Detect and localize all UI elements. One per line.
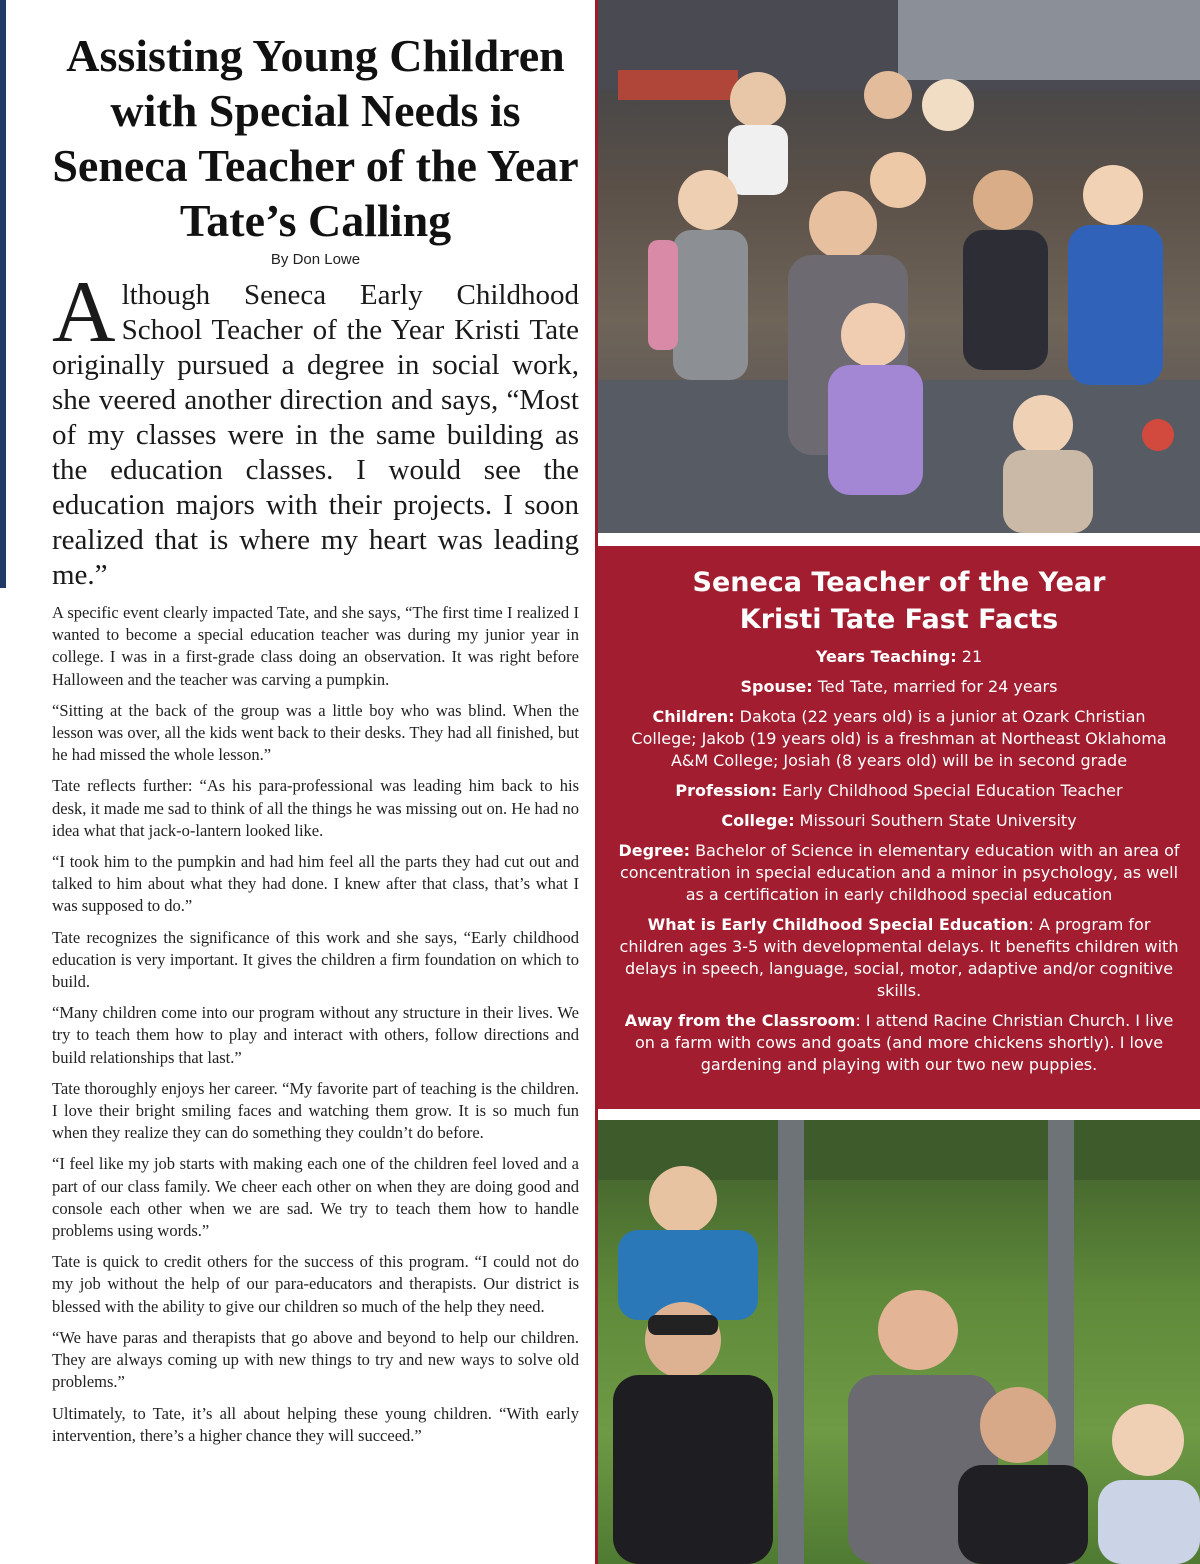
lead-text: lthough Seneca Early Childhood School Teacher of the Year Kristi Tate originally pursued a degree in social work, she veered another direction and says, “Most of my classes were in the same building as the education classes. I would see the education majors with their projects. I soon realized that is where my heart was leading me.” xyxy=(52,279,579,591)
fast-facts-box xyxy=(598,546,1200,1109)
body-paragraph: A specific event clearly impacted Tate, and she says, “The first time I realized I wanted to become a special education teacher was during my junior year in college. I was in a first-grade class doing an observation. It was right before Halloween and the teacher was carving a pumpkin. xyxy=(52,603,579,689)
fact-label: Children: xyxy=(652,707,735,726)
fact-label: What is Early Childhood Special Education xyxy=(647,915,1029,934)
article-byline: By Don Lowe xyxy=(270,251,361,268)
fact-spouse xyxy=(618,676,1180,698)
fact-degree xyxy=(618,840,1180,906)
body-paragraph: Tate thoroughly enjoys her career. “My favorite part of teaching is the children. I love their bright smiling faces and watching them grow. It is so much fun when they realize they can do something they couldn’t do before. xyxy=(52,1078,579,1143)
body-paragraph: Tate is quick to credit others for the success of this program. “I could not do my job without the help of our para-educators and therapists. Our district is blessed with the ability to give our children so much of the help they need. xyxy=(52,1252,579,1316)
fact-college xyxy=(618,810,1180,832)
body-paragraph: “We have paras and therapists that go above and beyond to help our children. They are always coming up with new things to try and new ways to solve old problems.” xyxy=(52,1327,579,1392)
fact-label: Profession: xyxy=(675,781,778,800)
fast-facts-title xyxy=(598,564,1200,638)
fact-profession xyxy=(618,780,1180,802)
fact-value: Missouri Southern State University xyxy=(794,811,1077,830)
fast-facts-title-line: Kristi Tate Fast Facts xyxy=(739,604,1059,635)
page-edge-bar xyxy=(0,0,6,588)
article-title: Assisting Young Children with Special Needs is Seneca Teacher of the Year Tate’s Calling xyxy=(52,30,579,246)
body-paragraph: “Many children come into our program without any structure in their lives. We try to teach them how to play and interact with others, follow directions and build relationships that last.” xyxy=(52,1003,579,1067)
fact-years-teaching xyxy=(618,646,1180,668)
family-photo-illustration xyxy=(598,1120,1200,1564)
body-paragraph: Tate recognizes the significance of this work and she says, “Early childhood education is very important. It gives the children a firm foundation on which to build. xyxy=(52,927,579,992)
body-paragraph: “I took him to the pumpkin and had him feel all the parts they had cut out and talked to him about what they had done. I knew after that class, that’s what I was supposed to do.” xyxy=(52,852,579,916)
body-paragraph: “Sitting at the back of the group was a little boy who was blind. When the lesson was over, all the kids went back to their desks. They had all finished, but he had missed the whole lesson.” xyxy=(52,700,579,765)
fast-facts-title-line: Seneca Teacher of the Year xyxy=(692,567,1106,598)
fact-value: Bachelor of Science in elementary education with an area of concentration in special education and a minor in psychology, as well as a certification in early childhood special education xyxy=(619,841,1180,904)
article-column xyxy=(52,28,579,1447)
body-paragraph: Tate reflects further: “As his para-professional was leading him back to his desk, it made me sad to think of all the things he was missing out on. He had no idea what that jack-o-lantern looked like. xyxy=(52,776,580,840)
body-paragraph: “I feel like my job starts with making each one of the children feel loved and a part of our class family. We cheer each other on when they are doing good and console each other when we are sad. We try to teach them how to handle problems using words.” xyxy=(52,1154,579,1241)
family-photo xyxy=(598,1120,1200,1564)
fact-label: Spouse: xyxy=(740,677,813,696)
fact-label: College: xyxy=(721,811,795,830)
fact-label: Away from the Classroom xyxy=(624,1011,856,1030)
fact-label: Years Teaching: xyxy=(815,647,957,666)
fact-label: Degree: xyxy=(618,841,691,860)
fact-value: Early Childhood Special Education Teacher xyxy=(777,781,1123,800)
fact-value: Ted Tate, married for 24 years xyxy=(812,677,1058,696)
lead-paragraph xyxy=(52,264,579,593)
fact-value: : A program for children ages 3-5 with developmental delays. It benefits children with delays in speech, language, social, motor, adaptive and/or cognitive skills. xyxy=(619,915,1179,1000)
fact-children xyxy=(618,706,1180,772)
drop-cap: A xyxy=(52,264,116,361)
classroom-photo-illustration xyxy=(598,0,1200,533)
fact-away-from-classroom xyxy=(618,1010,1180,1076)
fact-value: 21 xyxy=(956,647,983,666)
fact-value: : I attend Racine Christian Church. I live on a farm with cows and goats (and more chickens shortly). I love gardening and playing with our two new puppies. xyxy=(634,1011,1174,1074)
fact-ecse-definition xyxy=(618,914,1180,1002)
classroom-photo xyxy=(598,0,1200,533)
body-paragraph: Ultimately, to Tate, it’s all about helping these young children. “With early intervention, there’s a higher chance they will succeed.” xyxy=(52,1403,579,1445)
fact-value: Dakota (22 years old) is a junior at Ozark Christian College; Jakob (19 years old) is a freshman at Northeast Oklahoma A&M College; Josiah (8 years old) will be in second grade xyxy=(631,707,1167,770)
